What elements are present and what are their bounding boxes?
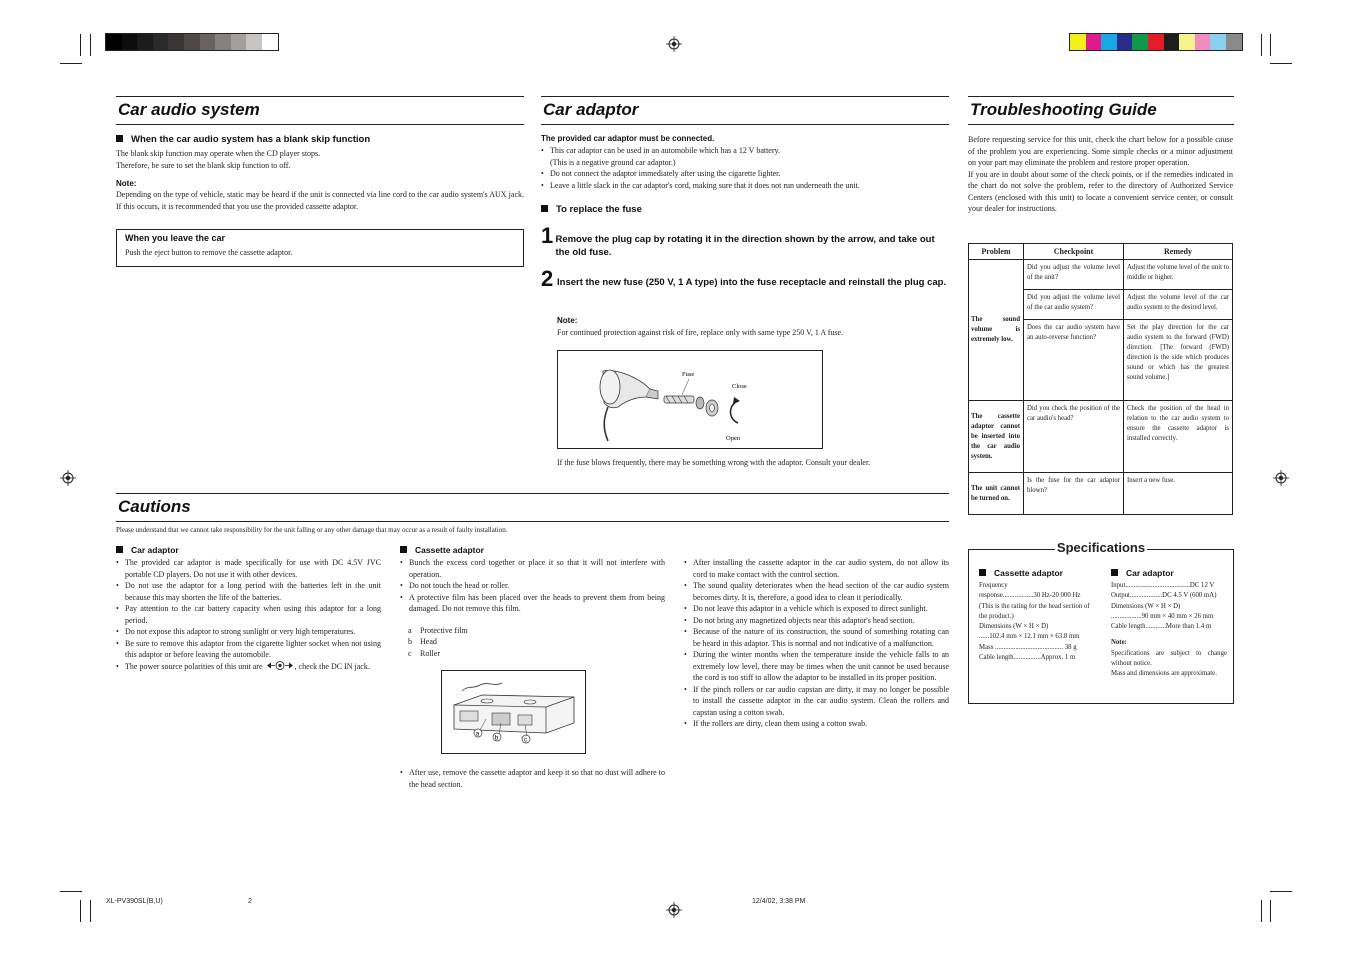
cautions-cassette-heading: Cassette adaptor: [400, 545, 665, 555]
registration-swatch: [122, 34, 138, 50]
list-item: • After use, remove the cassette adaptor and keep it so that no dust will adhere to the head section.: [400, 767, 665, 790]
list-item: • During the winter months when the temperature inside the vehicle falls to an extremely low level, there may be times when the unit cannot be used because the cord is too stiff to allow the adaptor to be installed in its proper position.: [684, 649, 949, 684]
spec-cassette-heading: Cassette adaptor: [979, 568, 1097, 578]
registration-target-left: [60, 470, 76, 486]
registration-swatch: [1179, 34, 1195, 50]
part-a-label: a: [475, 730, 480, 738]
footer-page: 2: [248, 898, 252, 905]
spec-car-lines: Input......................................DC 12 V Output...................DC 4.5 V (600 mA) Dimensions (W × H × D) ..................90 mm × 40 mm × 26 mm Cable length............More than 1.4 m: [1111, 582, 1217, 631]
registration-swatch: [262, 34, 278, 50]
replace-fuse-heading: To replace the fuse: [541, 204, 949, 215]
cassette-figure: [441, 670, 586, 754]
registration-swatch: [215, 34, 231, 50]
troubleshooting-table: [968, 243, 1233, 515]
registration-swatch: [1086, 34, 1102, 50]
fuse-label: Fuse: [682, 371, 695, 378]
grayscale-registration-bar: [105, 33, 279, 51]
car-audio-note-label: Note:: [116, 179, 137, 188]
cautions-col3-list: [684, 557, 949, 730]
list-item: • Do not connect the adaptor immediately after using the cigarette lighter.: [541, 168, 949, 180]
car-adaptor-title: Car adaptor: [541, 96, 949, 125]
troubleshooting-title: Troubleshooting Guide: [968, 96, 1234, 125]
remedy-cell: Adjust the volume level of the car audio system to the desired level.: [1124, 290, 1233, 320]
registration-swatch: [1070, 34, 1086, 50]
registration-swatch: [1101, 34, 1117, 50]
fuse-figure: [557, 350, 823, 449]
part-b-label: b: [494, 734, 499, 742]
list-item: • Do not leave this adaptor in a vehicle which is exposed to direct sunlight.: [684, 603, 949, 615]
list-item: c Roller: [408, 648, 440, 658]
open-label: Open: [726, 435, 741, 442]
registration-swatch: [200, 34, 216, 50]
checkpoint-cell: Is the fuse for the car adaptor blown?: [1024, 473, 1124, 515]
problem-cell: The sound volume is extremely low.: [969, 260, 1024, 401]
registration-swatch: [1210, 34, 1226, 50]
blank-skip-text: The blank skip function may operate when the CD player stops. Therefore, be sure to set the blank skip function to off.: [116, 149, 321, 170]
list-item: • The power source polarities of this unit are , check the DC IN jack.: [116, 661, 381, 673]
list-item: • Do not touch the head or roller.: [400, 580, 665, 592]
problem-cell: The unit cannot be turned on.: [969, 473, 1024, 515]
color-registration-bar: [1069, 33, 1243, 51]
registration-swatch: [184, 34, 200, 50]
troubleshooting-intro: Before requesting service for this unit, check the chart below for a possible cause of the problem you are experiencing. Some simple checks or a minor adjustment on your part may eliminate the problem and restore proper operation. If you are in doubt about some of the check points, or if the remedies indicated in the chart do not solve the problem, refer to the directory of Authorized Service Centers (enclosed with this unit) to locate a convenient service center, or consult your dealer for instructions.: [968, 135, 1233, 213]
cassette-parts-list: [400, 625, 665, 660]
blank-skip-heading: When the car audio system has a blank skip function: [116, 134, 524, 145]
must-connect-text: The provided car adaptor must be connected.: [541, 134, 715, 143]
list-item: • After installing the cassette adaptor in the car audio system, do not allow its cord to make contact with the control section.: [684, 557, 949, 580]
car-audio-note-text: Depending on the type of vehicle, static may be heard if the unit is connected via line cord to the car audio system's AUX jack. If this occurs, it is recommended that you use the provided cassette adaptor.: [116, 190, 524, 211]
step-number: 2: [541, 266, 554, 291]
registration-swatch: [1195, 34, 1211, 50]
list-item: • Because of the nature of its construction, the sound of something rotating can be heard in this adaptor. This is normal and not indicative of a malfunction.: [684, 626, 949, 649]
specifications-box: [968, 540, 1234, 704]
registration-target-bottom: [666, 902, 682, 918]
table-row: [969, 260, 1233, 290]
checkpoint-header: Checkpoint: [1024, 244, 1124, 260]
list-item: • The sound quality deteriorates when the head section of the car audio system becomes dirty. It is, therefore, a good idea to clean it periodically.: [684, 580, 949, 603]
spec-note-text: Specifications are subject to change without notice. Mass and dimensions are approximate.: [1111, 649, 1227, 678]
spec-cassette: [979, 568, 1097, 663]
checkpoint-cell: Did you adjust the volume level of the car audio system?: [1024, 290, 1124, 320]
table-header-row: [969, 244, 1233, 260]
list-item: • This car adaptor can be used in an automobile which has a 12 V battery. (This is a negative ground car adaptor.): [541, 145, 949, 168]
cautions-car-adaptor: [116, 545, 381, 672]
car-adaptor-bullets: [541, 145, 949, 191]
registration-swatch: [1117, 34, 1133, 50]
remedy-header: Remedy: [1124, 244, 1233, 260]
remedy-cell: Adjust the volume level of the unit to middle or higher.: [1124, 260, 1233, 290]
specifications-title-text: Specifications: [1056, 540, 1146, 555]
checkpoint-cell: Did you check the position of the car audio's head?: [1024, 401, 1124, 473]
list-item: • Pay attention to the car battery capacity when using this adaptor for a long period.: [116, 603, 381, 626]
registration-swatch: [1148, 34, 1164, 50]
list-item: • If the pinch rollers or car audio capstan are dirty, it may no longer be possible to install the cassette adaptor in the car audio system. Clean the rollers and capstan using a cotton swab.: [684, 684, 949, 719]
table-row: [969, 401, 1233, 473]
car-audio-section: [116, 134, 524, 212]
car-audio-title: Car audio system: [116, 96, 524, 125]
footer-date: 12/4/02, 3:38 PM: [752, 898, 806, 905]
step-text: Remove the plug cap by rotating it in the direction shown by the arrow, and take out the old fuse.: [555, 234, 935, 258]
fuse-diagram: [558, 351, 822, 448]
spec-car: [1111, 568, 1227, 680]
step-number: 1: [541, 223, 554, 248]
fuse-blow-text: If the fuse blows frequently, there may be something wrong with the adaptor. Consult your dealer.: [557, 458, 871, 467]
polarity-symbol-icon: [265, 661, 295, 670]
registration-swatch: [137, 34, 153, 50]
list-item: • The provided car adaptor is made specifically for use with DC 4.5V JVC portable CD players. Do not use it with other devices.: [116, 557, 381, 580]
spec-note-label: Note:: [1111, 639, 1127, 647]
fuse-note-label: Note:: [557, 316, 578, 325]
list-item: • Do not use the adaptor for a long period with the batteries left in the unit because this may shorten the life of the batteries.: [116, 580, 381, 603]
registration-swatch: [168, 34, 184, 50]
cassette-diagram: [442, 671, 585, 753]
list-item: • Leave a little slack in the car adaptor's cord, making sure that it does not run underneath the unit.: [541, 180, 949, 192]
cautions-car-adaptor-heading: Car adaptor: [116, 545, 381, 555]
close-label: Close: [732, 383, 747, 390]
fuse-note-text: For continued protection against risk of fire, replace only with same type 250 V, 1 A fuse.: [557, 328, 844, 337]
leave-car-text: Push the eject button to remove the cassette adaptor.: [125, 248, 293, 257]
cautions-intro: Please understand that we cannot take responsibility for the unit falling or any other damage that may occur as a result of faulty installation.: [116, 526, 508, 534]
after-use-list: [400, 767, 665, 790]
list-item: • If the rollers are dirty, clean them using a cotton swab.: [684, 718, 949, 730]
list-item: • A protective film has been placed over the heads to prevent them from being damaged. Do not remove this film.: [400, 592, 665, 615]
specifications-title: [969, 540, 1233, 555]
spec-cassette-lines: Frequency response..................30 Hz-20 000 Hz (This is the rating for the head section of the product.) Dimensions (W × H × D) ......102.4 mm × 12.1 mm × 63.8 mm Mass ........................................ 38 g Cable length................Approx. 1 m: [979, 582, 1090, 662]
table-row: [969, 473, 1233, 515]
list-item: • Be sure to remove this adaptor from the cigarette lighter socket when not using this adaptor or before leaving the automobile.: [116, 638, 381, 661]
list-item: • Bunch the excess cord together or place it so that it will not interfere with operation.: [400, 557, 665, 580]
step-2: [541, 266, 951, 291]
registration-target-top: [666, 36, 682, 52]
registration-swatch: [106, 34, 122, 50]
remedy-cell: Insert a new fuse.: [1124, 473, 1233, 515]
step-1: [541, 223, 951, 259]
list-item: • Do not expose this adaptor to strong sunlight or very high temperatures.: [116, 626, 381, 638]
footer-file: XL-PV390SL(B,U): [106, 898, 163, 905]
remedy-cell: Set the play direction for the car audio system to the forward (FWD) direction. [The forward (FWD) direction is the side which produces sound or which has the greatest sound volume.]: [1124, 320, 1233, 401]
car-adaptor-section: [541, 134, 949, 215]
checkpoint-cell: Did you adjust the volume level of the unit?: [1024, 260, 1124, 290]
step-text: Insert the new fuse (250 V, 1 A type) into the fuse receptacle and reinstall the plug cap.: [557, 277, 947, 288]
registration-swatch: [153, 34, 169, 50]
registration-swatch: [1226, 34, 1242, 50]
fuse-note: [557, 316, 949, 339]
problem-cell: The cassette adaptor cannot be inserted into the car audio system.: [969, 401, 1024, 473]
cautions-car-adaptor-list: [116, 557, 381, 672]
part-c-label: c: [524, 736, 528, 744]
list-item: a Protective film: [408, 625, 468, 635]
registration-swatch: [246, 34, 262, 50]
cautions-cassette-adaptor: [400, 545, 665, 659]
registration-swatch: [1164, 34, 1180, 50]
registration-swatch: [1132, 34, 1148, 50]
spec-car-heading: Car adaptor: [1111, 568, 1227, 578]
fuse-steps: [541, 223, 951, 291]
remedy-cell: Check the position of the head in relation to the car audio system to ensure the cassette adaptor is installed correctly.: [1124, 401, 1233, 473]
registration-target-right: [1273, 470, 1289, 486]
registration-swatch: [231, 34, 247, 50]
problem-header: Problem: [969, 244, 1024, 260]
leave-car-box: [116, 229, 524, 267]
cautions-cassette-list: [400, 557, 665, 615]
checkpoint-cell: Does the car audio system have an auto-reverse function?: [1024, 320, 1124, 401]
list-item: • Do not bring any magnetized objects near this adaptor's head section.: [684, 615, 949, 627]
cautions-title: Cautions: [116, 493, 949, 522]
list-item: b Head: [408, 637, 437, 646]
leave-car-title: When you leave the car: [125, 233, 226, 243]
